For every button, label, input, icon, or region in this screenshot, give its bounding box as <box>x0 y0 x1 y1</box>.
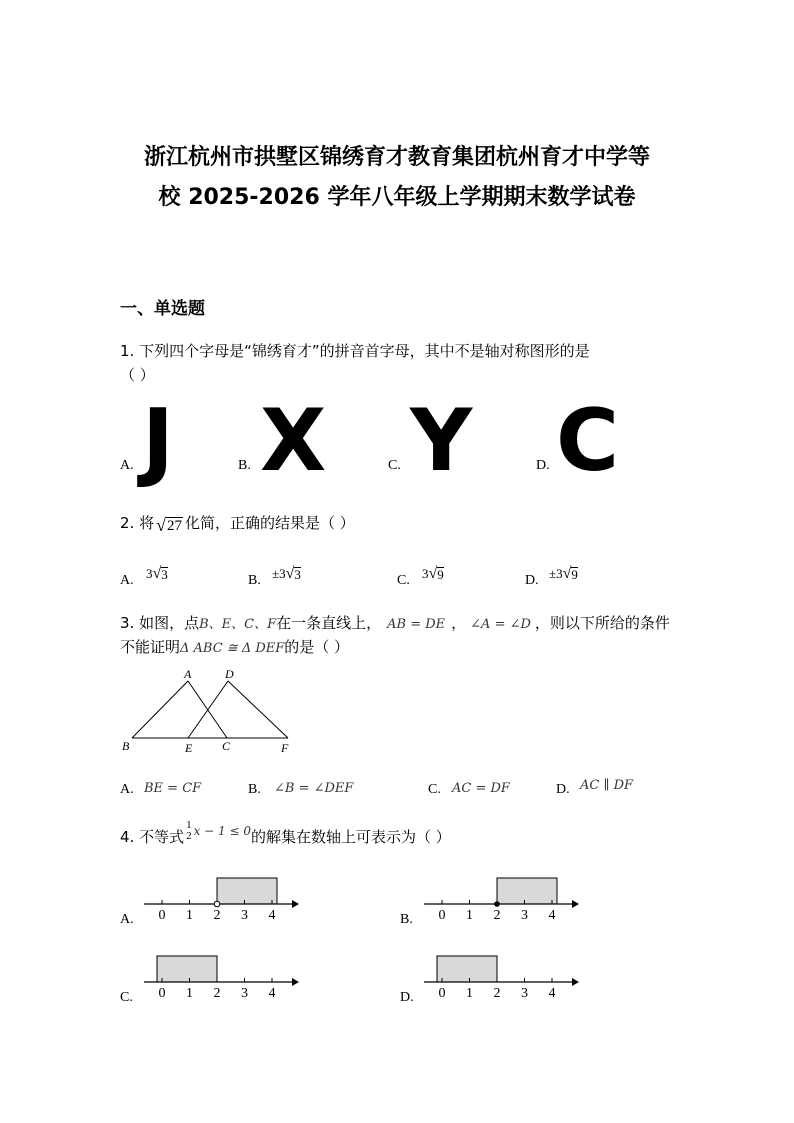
q3-math-angle: ∠A = ∠D <box>470 617 531 632</box>
tick-label: 2 <box>493 908 501 922</box>
q4-option-a-label[interactable]: A. <box>120 912 134 927</box>
tick-label: 1 <box>186 908 193 922</box>
q3-text-6: 的是（ ） <box>284 638 350 656</box>
q2-c-coef: 3 <box>422 566 429 581</box>
tick-label: 3 <box>521 908 528 922</box>
tick-label: 0 <box>438 908 446 922</box>
segment-ab <box>132 681 188 738</box>
label-e: E <box>185 741 193 755</box>
label-c: C <box>222 739 231 753</box>
q1-option-b-label[interactable]: B. <box>238 458 251 473</box>
radical-sign-icon: √ <box>428 565 438 582</box>
tick-label: 0 <box>158 986 166 1000</box>
label-b: B <box>122 739 130 753</box>
q3-text-3: ， <box>451 614 467 632</box>
tick-label: 2 <box>213 986 221 1000</box>
q3-option-b-label[interactable]: B. <box>248 782 261 797</box>
q3-option-d-expr: AC ∥ DF <box>580 778 634 793</box>
tick-label: 4 <box>268 986 276 1000</box>
q4-option-a-number-line <box>142 872 302 922</box>
q3-option-c-label[interactable]: C. <box>428 782 441 797</box>
closed-point <box>494 901 500 907</box>
solution-shade <box>497 878 557 904</box>
q3-text-5: 不能证明 <box>120 638 181 656</box>
q2-b-rad: 3 <box>294 567 301 582</box>
q2-option-d-label[interactable]: D. <box>525 573 539 588</box>
q2-option-b-label[interactable]: B. <box>248 573 261 588</box>
tick-label: 3 <box>241 986 248 1000</box>
q4-option-c-number-line <box>142 950 302 1000</box>
q4-frac-num: 1 <box>186 819 192 831</box>
label-f: F <box>281 741 289 755</box>
section-heading: 一、单选题 <box>120 299 205 319</box>
q2-a-coef: 3 <box>146 566 153 581</box>
q4-fraction <box>186 820 192 842</box>
q2-c-rad: 9 <box>437 567 444 582</box>
q4-option-d-label[interactable]: D. <box>400 990 414 1005</box>
q3-text-1: 3. 如图，点 <box>120 614 200 632</box>
tick-label: 4 <box>548 986 556 1000</box>
q2-sqrt <box>156 516 183 534</box>
tick-label: 4 <box>548 908 556 922</box>
tick-label: 0 <box>438 986 446 1000</box>
q1-option-c-label[interactable]: C. <box>388 458 401 473</box>
solution-shade <box>437 956 497 982</box>
q2-b-coef: ±3 <box>272 566 286 581</box>
q3-option-a-expr: BE = CF <box>144 781 202 796</box>
q2-option-c-label[interactable]: C. <box>397 573 410 588</box>
arrow-icon <box>292 900 299 908</box>
q2-pre-text: 2. 将 <box>120 514 155 532</box>
q4-frac-den: 2 <box>186 830 192 842</box>
q3-math-congruent: Δ ABC ≅ Δ DEF <box>180 641 285 656</box>
q2-option-a-label[interactable]: A. <box>120 573 134 588</box>
question-3-stem-line-2 <box>120 636 349 660</box>
segment-df <box>228 681 288 738</box>
radical-sign-icon: √ <box>152 565 162 582</box>
q2-d-rad: 9 <box>571 567 578 582</box>
label-a: A <box>184 667 192 681</box>
label-d: D <box>225 667 234 681</box>
q2-radicand: 27 <box>166 518 182 534</box>
q1-option-a-label[interactable]: A. <box>120 458 134 473</box>
question-4-stem <box>120 819 451 848</box>
title-line-2: 校 2025-2026 学年八年级上学期期末数学试卷 <box>158 185 636 210</box>
q2-option-a-expr <box>146 566 168 582</box>
tick-label: 3 <box>241 908 248 922</box>
radical-sign-icon: √ <box>156 515 166 535</box>
q4-option-c-label[interactable]: C. <box>120 990 133 1005</box>
radical-sign-icon: √ <box>285 565 295 582</box>
tick-label: 1 <box>186 986 193 1000</box>
q3-triangle-figure <box>118 664 298 758</box>
q4-option-b-number-line <box>422 872 582 922</box>
tick-label: 4 <box>268 908 276 922</box>
solution-shade <box>157 956 217 982</box>
q3-math-points: B、E、C、F <box>199 617 277 632</box>
q1-option-b-letter: X <box>260 391 327 491</box>
q3-option-d-label[interactable]: D. <box>556 782 570 797</box>
tick-label: 2 <box>493 986 501 1000</box>
q4-post-text: 的解集在数轴上可表示为（ ） <box>251 828 451 846</box>
q4-option-b-label[interactable]: B. <box>400 912 413 927</box>
solution-shade <box>217 878 277 904</box>
open-point <box>214 901 220 907</box>
question-3-stem-line-1 <box>120 612 670 636</box>
q1-option-d-letter: C <box>556 391 620 491</box>
tick-label: 1 <box>466 986 473 1000</box>
q2-d-coef: ±3 <box>549 566 563 581</box>
arrow-icon <box>572 978 579 986</box>
q1-option-c-letter: Y <box>410 391 473 491</box>
q2-option-c-expr <box>422 566 444 582</box>
question-2-stem <box>120 512 355 534</box>
tick-label: 3 <box>521 986 528 1000</box>
q3-option-c-expr: AC = DF <box>452 781 510 796</box>
arrow-icon <box>292 978 299 986</box>
q2-option-b-expr <box>272 566 301 582</box>
q3-option-a-label[interactable]: A. <box>120 782 134 797</box>
q2-a-rad: 3 <box>161 567 168 582</box>
q3-text-2: 在一条直线上， <box>276 614 382 632</box>
q3-text-4: ，则以下所给的条件 <box>534 614 670 632</box>
title-line-1: 浙江杭州市拱墅区锦绣育才教育集团杭州育才中学等 <box>143 145 650 170</box>
tick-label: 0 <box>158 908 166 922</box>
q1-option-a-letter: J <box>142 391 174 491</box>
q4-pre-text: 4. 不等式 <box>120 828 185 846</box>
tick-label: 2 <box>213 908 221 922</box>
q2-post-text: 化简，正确的结果是（ ） <box>184 514 355 532</box>
q4-expr: x − 1 ≤ 0 <box>193 824 251 838</box>
arrow-icon <box>572 900 579 908</box>
q4-option-d-number-line <box>422 950 582 1000</box>
q1-option-d-label[interactable]: D. <box>536 458 550 473</box>
radical-sign-icon: √ <box>562 565 572 582</box>
question-1-paren: （ ） <box>120 366 155 384</box>
question-1-stem: 1. 下列四个字母是“锦绣育才”的拼音首字母，其中不是轴对称图形的是 <box>120 342 590 360</box>
q3-option-b-expr: ∠B = ∠DEF <box>274 781 354 796</box>
q2-option-d-expr <box>549 566 578 582</box>
tick-label: 1 <box>466 908 473 922</box>
q3-math-ab-de: AB = DE <box>387 617 446 632</box>
